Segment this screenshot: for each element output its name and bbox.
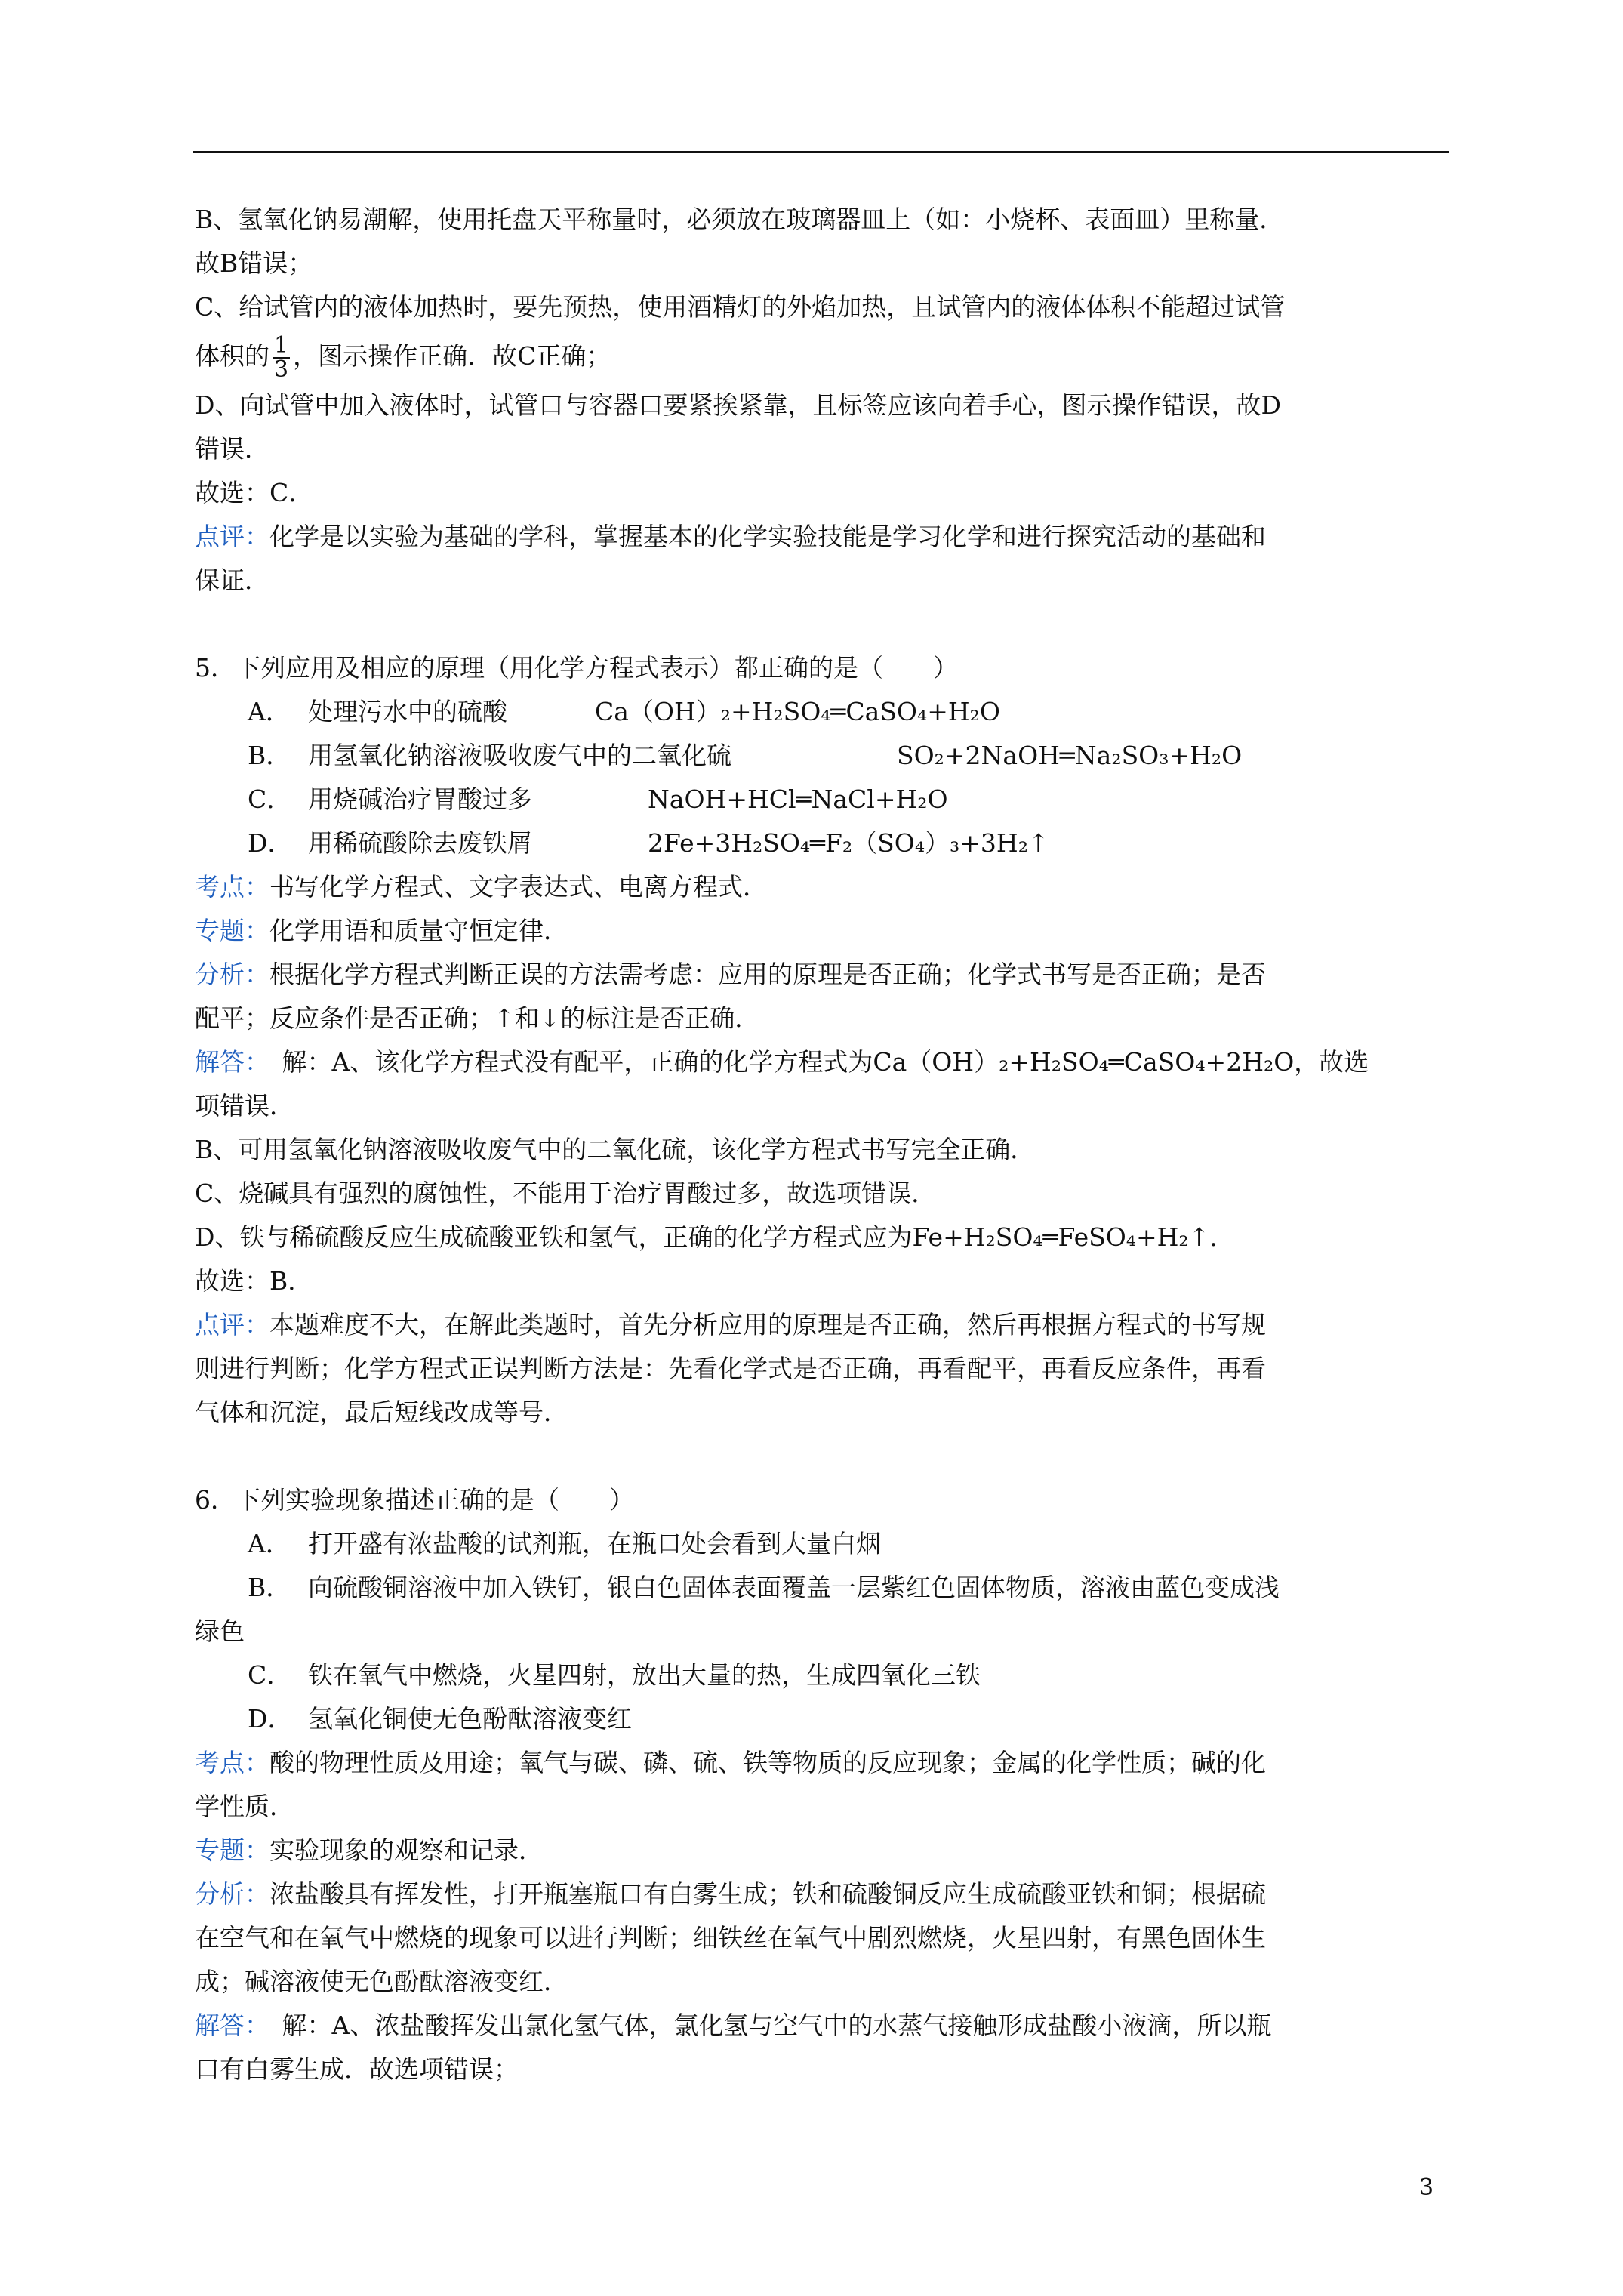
- q6-kaodian-line1: [195, 1741, 1448, 1785]
- option-text: 铁在氧气中燃烧，火星四射，放出大量的热，生成四氧化三铁: [308, 1660, 981, 1690]
- q6-fenxi-line3: 成；碱溶液使无色酚酞溶液变红．: [195, 1967, 568, 1996]
- q6-stem: 6．下列实验现象描述正确的是（ ）: [195, 1485, 634, 1515]
- header-rule: [193, 151, 1449, 153]
- spacer: [195, 603, 1448, 646]
- prev-comment-line1: [195, 515, 1448, 559]
- q6-option-c: [195, 1653, 1448, 1697]
- q5-jieda-line1: [195, 1040, 1448, 1084]
- option-letter: A．: [248, 1529, 291, 1558]
- q5-jieda-line2: 项错误．: [195, 1091, 294, 1120]
- option-equation: 2Fe+3H₂SO₄═F₂（SO₄）₃+3H₂↑: [648, 828, 1049, 858]
- jieda-tag: 解答：: [195, 1047, 257, 1077]
- q6-fenxi-line1: [195, 1872, 1448, 1916]
- comment-text: 化学是以实验为基础的学科，掌握基本的化学实验技能是学习化学和进行探究活动的基础和: [269, 522, 1266, 551]
- q5-option-d: [195, 821, 1448, 865]
- option-equation: SO₂+2NaOH═Na₂SO₃+H₂O: [897, 741, 1243, 770]
- prev-c-line1: C、给试管内的液体加热时，要先预热，使用酒精灯的外焰加热，且试管内的液体体积不能超过试管: [195, 292, 1286, 322]
- option-text: 处理污水中的硫酸: [308, 697, 507, 726]
- option-letter: A．: [248, 697, 291, 726]
- option-text: 用烧碱治疗胃酸过多: [308, 784, 532, 814]
- q5-jieda-c: C、烧碱具有强烈的腐蚀性，不能用于治疗胃酸过多，故选项错误．: [195, 1179, 937, 1208]
- q5-dianping-line3: 气体和沉淀，最后短线改成等号．: [195, 1398, 568, 1427]
- prev-c-line2-post: ，图示操作正确．故C正确；: [293, 341, 611, 371]
- q5-stem: 5．下列应用及相应的原理（用化学方程式表示）都正确的是（ ）: [195, 653, 958, 683]
- prev-d-line2: 错误．: [195, 434, 269, 464]
- dianping-text: 本题难度不大，在解此类题时，首先分析应用的原理是否正确，然后再根据方程式的书写规: [269, 1310, 1266, 1339]
- option-letter: D．: [248, 1704, 293, 1734]
- jieda-text: 解：A、浓盐酸挥发出氯化氢气体，氯化氢与空气中的水蒸气接触形成盐酸小液滴，所以瓶: [257, 2011, 1272, 2040]
- jieda-text: 解：A、该化学方程式没有配平，正确的化学方程式为Ca（OH）₂+H₂SO₄═CaSO₄+2H₂O，故选: [257, 1047, 1369, 1077]
- q5-dianping-line1: [195, 1303, 1448, 1347]
- kaodian-tag: 考点：: [195, 872, 269, 901]
- option-letter: D．: [248, 828, 293, 858]
- q6-kaodian-line2: 学性质．: [195, 1792, 294, 1821]
- prev-b-line1: B、氢氧化钠易潮解，使用托盘天平称量时，必须放在玻璃器皿上（如：小烧杯、表面皿）里称量．: [195, 205, 1285, 234]
- fenxi-tag: 分析：: [195, 960, 269, 989]
- spacer: [195, 1435, 1448, 1478]
- option-text: 用氢氧化钠溶液吸收废气中的二氧化硫: [308, 741, 731, 770]
- option-text: 用稀硫酸除去废铁屑: [308, 828, 532, 858]
- fraction-numerator: 1: [274, 332, 289, 359]
- kaodian-text: 书写化学方程式、文字表达式、电离方程式．: [269, 872, 768, 901]
- fenxi-tag: 分析：: [195, 1879, 269, 1909]
- zhuanti-text: 化学用语和质量守恒定律．: [269, 916, 568, 945]
- q5-kaodian: [195, 865, 1448, 909]
- option-letter: B．: [248, 1573, 291, 1602]
- q6-option-d: [195, 1697, 1448, 1741]
- q6-jieda-line2: 口有白雾生成．故选项错误；: [195, 2054, 519, 2084]
- q6-fenxi-line2: 在空气和在氧气中燃烧的现象可以进行判断；细铁丝在氧气中剧烈燃烧，火星四射，有黑色固体生: [195, 1923, 1266, 1952]
- prev-c-line2-pre: 体积的: [195, 341, 269, 371]
- q6-option-b-cont: 绿色: [195, 1616, 245, 1646]
- option-letter: C．: [248, 1660, 292, 1690]
- q5-jieda-b: B、可用氢氧化钠溶液吸收废气中的二氧化硫，该化学方程式书写完全正确．: [195, 1135, 1036, 1164]
- fenxi-text: 根据化学方程式判断正误的方法需考虑：应用的原理是否正确；化学式书写是否正确；是否: [269, 960, 1266, 989]
- prev-c-line2: [195, 329, 1448, 384]
- kaodian-text: 酸的物理性质及用途；氧气与碳、磷、硫、铁等物质的反应现象；金属的化学性质；碱的化: [269, 1748, 1266, 1777]
- q6-option-b: [195, 1566, 1448, 1610]
- q6-option-a: [195, 1522, 1448, 1566]
- q5-option-b: [195, 734, 1448, 778]
- q5-option-c: [195, 778, 1448, 821]
- option-letter: B．: [248, 741, 291, 770]
- q6-jieda-line1: [195, 2004, 1448, 2048]
- prev-choice: 故选：C．: [195, 478, 314, 507]
- option-equation: NaOH+HCl═NaCl+H₂O: [648, 784, 948, 814]
- q5-zhuanti: [195, 909, 1448, 953]
- q6-zhuanti: [195, 1829, 1448, 1872]
- fraction-denominator: 3: [274, 356, 289, 383]
- option-equation: Ca（OH）₂+H₂SO₄═CaSO₄+H₂O: [595, 697, 1000, 726]
- jieda-tag: 解答：: [195, 2011, 257, 2040]
- zhuanti-text: 实验现象的观察和记录．: [269, 1835, 544, 1865]
- q5-dianping-line2: 则进行判断；化学方程式正误判断方法是：先看化学式是否正确，再看配平，再看反应条件，再看: [195, 1354, 1266, 1383]
- comment-tag: 点评：: [195, 522, 269, 551]
- zhuanti-tag: 专题：: [195, 1835, 269, 1865]
- prev-d-line1: D、向试管中加入液体时，试管口与容器口要紧挨紧靠，且标签应该向着手心，图示操作错误，故D: [195, 390, 1281, 420]
- q5-jieda-d: D、铁与稀硫酸反应生成硫酸亚铁和氢气，正确的化学方程式应为Fe+H₂SO₄═FeSO₄+H₂↑．: [195, 1222, 1235, 1252]
- page-number: 3: [1419, 2174, 1434, 2201]
- zhuanti-tag: 专题：: [195, 916, 269, 945]
- fraction-one-third: [273, 334, 290, 381]
- q5-fenxi-line2: 配平；反应条件是否正确；↑和↓的标注是否正确．: [195, 1003, 760, 1033]
- kaodian-tag: 考点：: [195, 1748, 269, 1777]
- option-text: 打开盛有浓盐酸的试剂瓶，在瓶口处会看到大量白烟: [308, 1529, 881, 1558]
- fenxi-text: 浓盐酸具有挥发性，打开瓶塞瓶口有白雾生成；铁和硫酸铜反应生成硫酸亚铁和铜；根据硫: [269, 1879, 1266, 1909]
- option-text: 氢氧化铜使无色酚酞溶液变红: [308, 1704, 632, 1734]
- dianping-tag: 点评：: [195, 1310, 269, 1339]
- prev-comment-line2: 保证．: [195, 566, 269, 595]
- q5-option-a: [195, 690, 1448, 734]
- q5-fenxi-line1: [195, 953, 1448, 997]
- option-letter: C．: [248, 784, 292, 814]
- prev-b-line2: 故B错误；: [195, 248, 313, 278]
- option-text: 向硫酸铜溶液中加入铁钉，银白色固体表面覆盖一层紫红色固体物质，溶液由蓝色变成浅: [308, 1573, 1280, 1602]
- q5-choice: 故选：B．: [195, 1266, 313, 1296]
- page-content: [195, 198, 1448, 2091]
